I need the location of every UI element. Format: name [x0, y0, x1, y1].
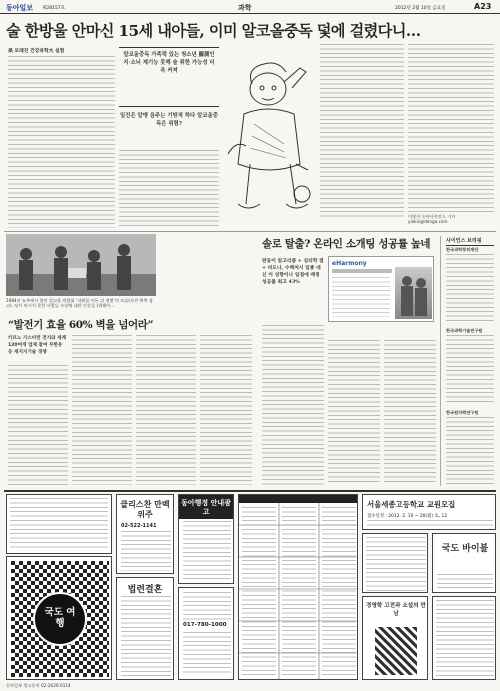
sidebar-divider [440, 236, 441, 486]
ad-right-school [362, 494, 496, 530]
ad-center-4 [178, 587, 234, 680]
top-article-body-col1 [8, 56, 115, 228]
section-title: 과학 [238, 3, 252, 12]
ad-right-bottom [432, 596, 496, 680]
top-article-body-col4 [408, 44, 494, 212]
website-text [332, 277, 390, 317]
ad-right-book-title: 경영학 고전과 소설의 만남 [366, 603, 426, 617]
sidebar-item-3: 한국원자력연구원 [446, 410, 479, 415]
top-headline: 술 한방울 안마신 15세 내아들, 이미 알코올중독 덫에 걸렸다니… [6, 22, 421, 40]
ad-center-2 [178, 494, 234, 584]
book-cover [375, 627, 417, 675]
ad-right-bible-title: 국도 바이블 [441, 544, 489, 554]
news-photo [6, 234, 156, 296]
website-screenshot [328, 256, 434, 322]
issue-date: 2012년 2월 10일 금요일 [395, 5, 446, 11]
left-article-body-col2 [72, 335, 132, 485]
ad-left-travel-title: 국도 여행 [44, 607, 76, 629]
callout-text: 알코올중독 가족력 있는 청소년 羅測인지·소뇌 제기능 못해 술 취한 가능성 더욱 커져 [123, 52, 215, 74]
issue-number: 제28157호 [42, 5, 66, 11]
left-article-body-col4 [200, 335, 252, 485]
ad-center-1 [116, 494, 174, 574]
ad-center-3-title: 법련결혼 [127, 585, 163, 595]
top-article-byline: 이영이 동아사이언스 기자 yiokis@donga.com [408, 214, 456, 225]
right-article-body-col2 [328, 340, 380, 485]
left-article-subhead: 카르노 가스비런 전지와 세계 120여개 업체 참여 무한유 등 세지지기술 경쟁 [8, 336, 67, 355]
ad-center-2-title: 동아행정 안내광고 [179, 495, 233, 519]
sidebar-body-2 [446, 335, 494, 405]
page-number: A23 [474, 2, 492, 11]
top-article-body-col3 [320, 44, 404, 220]
sidebar-item-1: 한국과학창의재단 [446, 247, 479, 252]
ad-right-book [362, 596, 428, 680]
website-photo [395, 267, 432, 319]
sidebar-body-3 [446, 417, 494, 485]
footer-ad-note: 동아일보 광고문의 02-2020-0114 [6, 683, 71, 688]
photo-caption: 1984년 뉴욕에서 열린 알코올 박람회 ‘파워풀 이든 뒤 정면’의 모습(사진 왼쪽 참고). 당시 마시지 못한 사람들 수상에 대한 인상들 (위해아... [6, 298, 153, 309]
left-article-body-col1 [8, 365, 68, 485]
ad-right-bible [432, 533, 496, 593]
right-article-headline: 솔로 탈출? 온라인 소개팅 성공률 높네 [262, 238, 431, 250]
ad-right-school-sub: 접수일정 : 2012. 2. 10 ~ 20(월) 토, 12 [367, 514, 448, 519]
callout-quote: 일진은 알맹 음주는 기방적 하다 알코올중독은 위험? [120, 113, 218, 127]
ad-center-3 [116, 577, 174, 680]
ad-center-1-phone: 02-522-1141 [121, 523, 157, 529]
divider-top [4, 231, 496, 232]
ad-right-misc [362, 533, 428, 593]
classified-grid [238, 494, 358, 680]
right-article-body-col3 [384, 340, 436, 485]
sidebar-title: 사이언스 브리핑 [446, 237, 494, 246]
top-article-body-col2 [119, 150, 219, 228]
ad-left-text [6, 494, 112, 554]
masthead-logo: 동아일보 [6, 3, 34, 12]
divider-ads [4, 490, 496, 492]
eharmony-logo: eHarmony [332, 260, 367, 267]
sidebar-item-2: 한국과학기술연구원 [446, 328, 483, 333]
ad-right-school-title: 서울세종고등학교 교원모집 [367, 500, 456, 509]
ad-left-travel [6, 556, 112, 680]
screenshot-caption [328, 324, 434, 336]
right-article-subhead: 판동이 알고리즘 + 심리학 접 + 비도나, 수백여시 일종 대신 이 성향이나 일점에 배정성공률 최고 43% [262, 258, 324, 285]
left-article-body-col3 [136, 335, 196, 485]
cartoon-illustration [224, 44, 316, 229]
website-banner [332, 269, 392, 273]
top-article-callout [119, 47, 219, 107]
sidebar-body-1 [446, 254, 494, 324]
left-article-headline: “발전기 효율 60% 벽을 넘어라” [8, 319, 154, 331]
top-article-subhead: 美 모레진 건강과학大 실험 [8, 49, 65, 54]
ad-center-4-phone: 017-780-1000 [183, 622, 227, 628]
masthead-bar [0, 0, 500, 14]
ad-center-1-title: 클리스찬 만백위주 [120, 499, 170, 519]
right-article-body-col1 [262, 325, 324, 485]
